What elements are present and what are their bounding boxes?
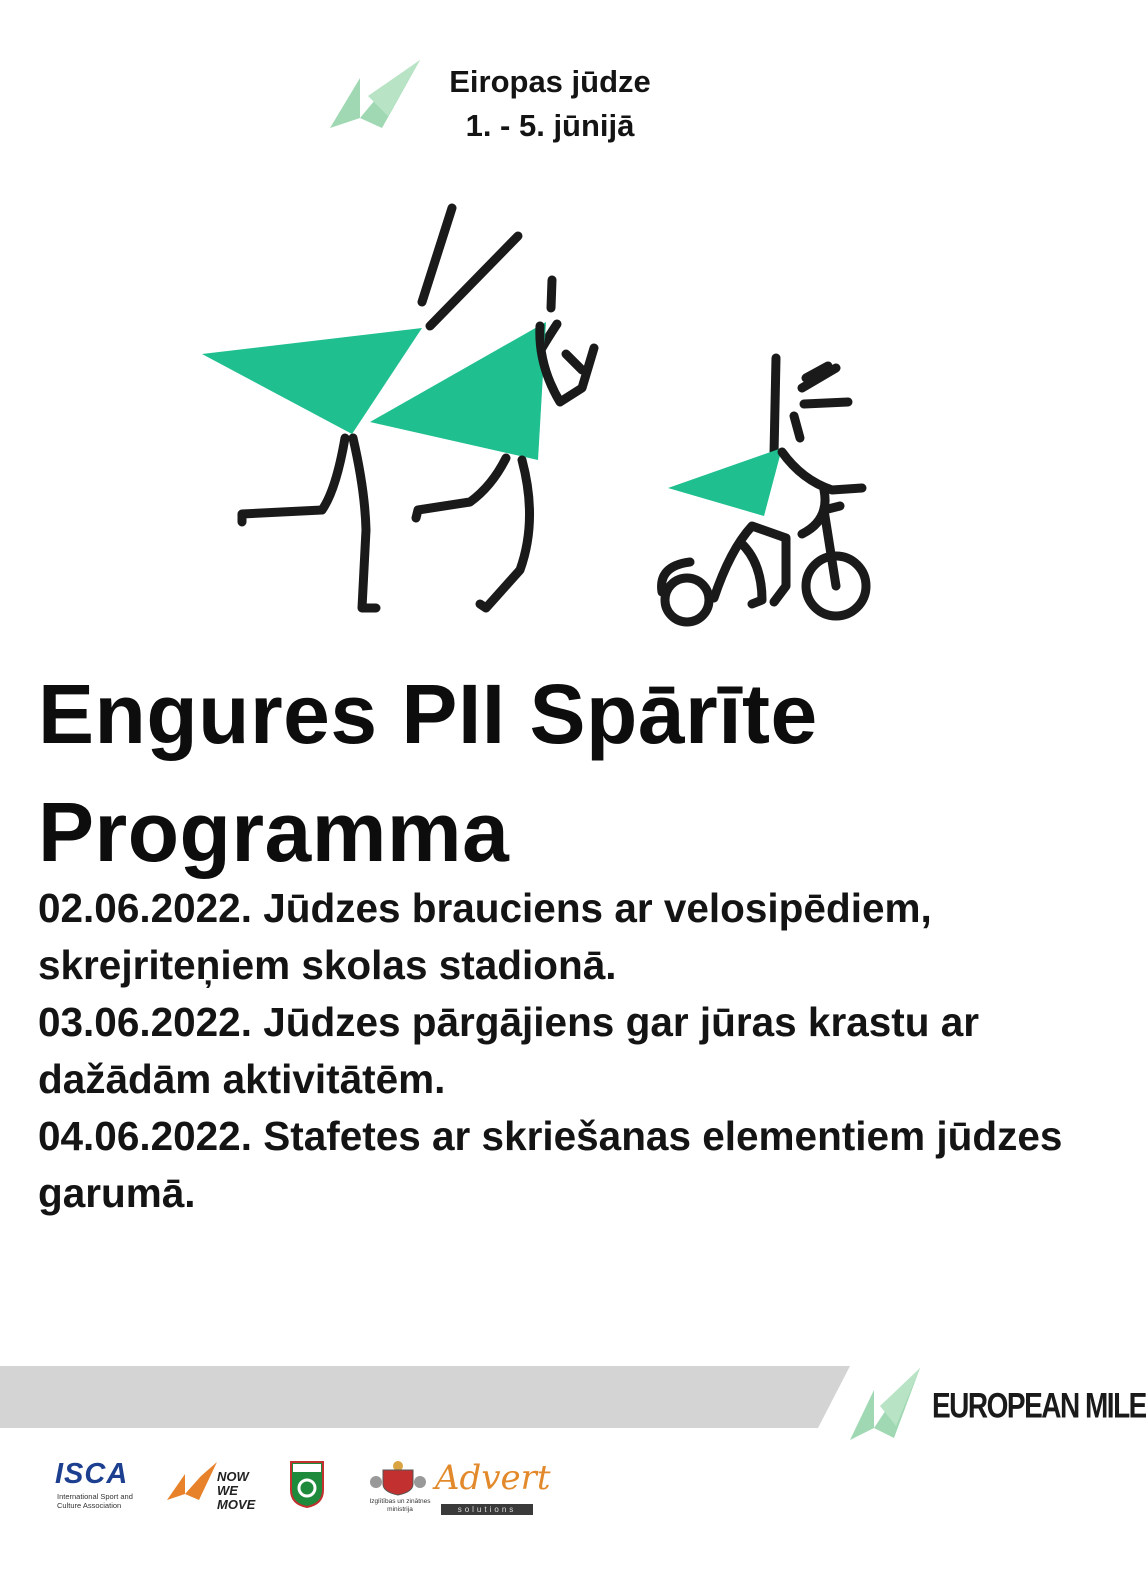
advert-wordmark: Advert — [435, 1458, 551, 1498]
isca-wordmark: ISCA — [55, 1458, 129, 1490]
event-header — [430, 60, 670, 148]
title-line-school: Engures PII Spārīte — [38, 667, 818, 761]
program-list — [38, 880, 1098, 1222]
nwm-line-2: WE MOVE — [217, 1483, 256, 1512]
program-item: 02.06.2022. Jūdzes brauciens ar velosipēdiem, skrejriteņiem skolas stadionā. — [38, 885, 932, 988]
advert-subtitle: solutions — [441, 1504, 533, 1515]
advert-solutions-logo — [435, 1458, 551, 1522]
european-mile-logo-icon — [330, 60, 422, 130]
event-name: Eiropas jūdze — [449, 64, 651, 99]
ministry-subtitle: Izglītības un zinātnes ministrija — [369, 1498, 431, 1513]
isca-subtitle: International Sport and Culture Association — [57, 1492, 133, 1510]
now-we-move-arrow-icon — [167, 1462, 217, 1502]
european-mile-brand-icon — [850, 1368, 922, 1440]
sponsor-logos — [55, 1458, 575, 1528]
lsa-shield-icon — [289, 1460, 325, 1508]
isca-logo — [55, 1458, 160, 1518]
event-dates: 1. - 5. jūnijā — [465, 108, 635, 143]
european-mile-wordmark: EUROPEAN MILE — [932, 1386, 1146, 1425]
nwm-line-1: NOW — [217, 1469, 249, 1484]
footer-band — [0, 1366, 850, 1428]
page-title — [38, 655, 818, 891]
now-we-move-logo — [167, 1462, 277, 1512]
figures-illustration — [190, 190, 890, 630]
program-item: 04.06.2022. Stafetes ar skriešanas elementiem jūdzes garumā. — [38, 1113, 1063, 1216]
program-item: 03.06.2022. Jūdzes pārgājiens gar jūras krastu ar dažādām aktivitātēm. — [38, 999, 980, 1102]
title-line-program: Programma — [38, 785, 510, 879]
now-we-move-text — [217, 1470, 277, 1512]
latvia-coat-of-arms-icon — [361, 1458, 435, 1496]
ministry-logo — [361, 1458, 435, 1518]
